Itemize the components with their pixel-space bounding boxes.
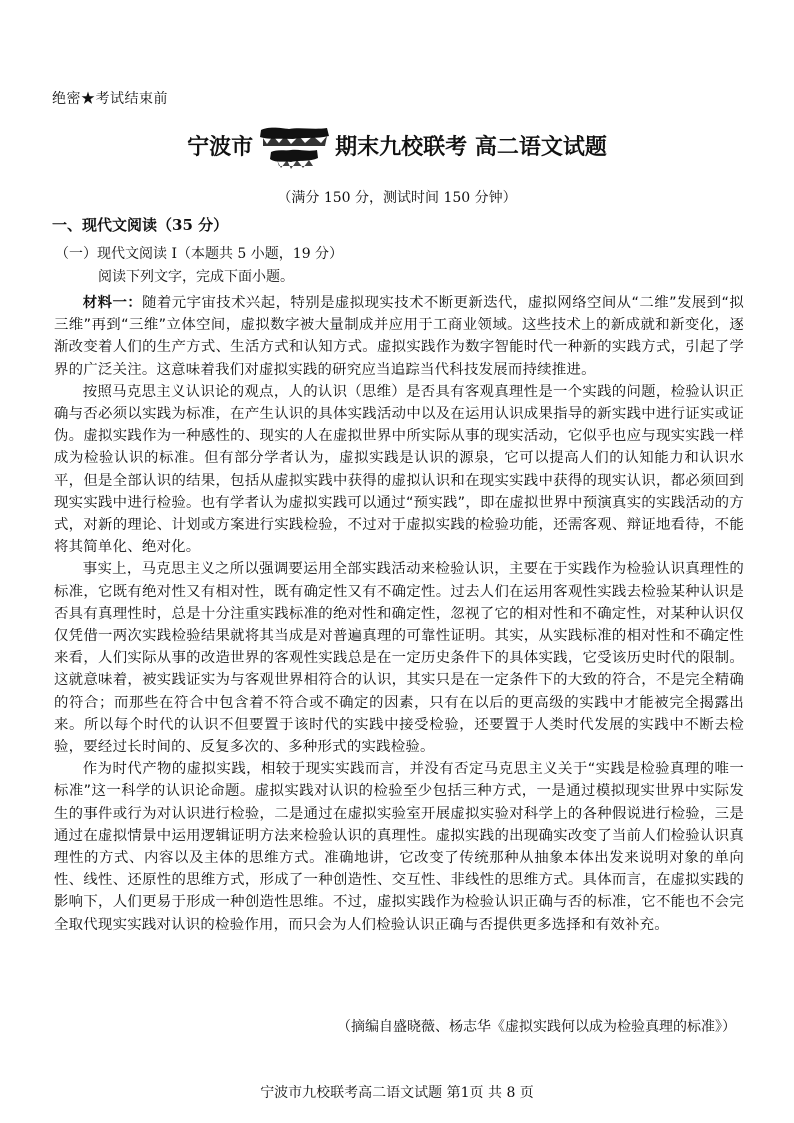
- exam-subtitle: （满分 150 分，测试时间 150 分钟）: [277, 190, 517, 206]
- section-heading: 一、现代文阅读（35 分）: [52, 216, 229, 234]
- redaction-mark: [255, 128, 333, 168]
- title-suffix: 期末九校联考 高二语文试题: [335, 134, 607, 160]
- material-source: （摘编自盛晓薇、杨志华《虚拟实践何以成为检验真理的标准》）: [337, 1019, 736, 1035]
- confidential-label: 绝密★考试结束前: [52, 91, 168, 107]
- material-paragraph-1: 材料一：随着元宇宙技术兴起，特别是虚拟现实技术不断更新迭代，虚拟网络空间从“二维”发展到“拟三维”再到“三维”立体空间，虚拟数字被大量制成并应用于工商业领域。这些技术上的新成就和新变化，逐渐改变着人们的生产方式、生活方式和认知方式。虚拟实践作为数字智能时代一种新的实践方式，引起了学界的广泛关注。这意味着我们对虚拟实践的研究应当追踪当代科技发展而持续推进。: [54, 295, 744, 378]
- material-paragraph-2: 按照马克思主义认识论的观点，人的认识（思维）是否具有客观真理性是一个实践的问题，检验认识正确与否必须以实践为标准，在产生认识的具体实践活动中以及在运用认识成果指导的新实践中进行证实或证伪。虚拟实践作为一种感性的、现实的人在虚拟世界中所实际从事的现实活动，它似乎也应与现实实践一样成为检验认识的标准。但有部分学者认为，虚拟实践是认识的源泉，它可以提高人们的认知能力和认识水平，但是全部认识的结果，包括从虚拟实践中获得的虚拟认识和在现实实践中获得的现实认识，都必须回到现实实践中进行检验。也有学者认为虚拟实践可以通过“预实践”，即在虚拟世界中预演真实的实践活动的方式，对新的理论、计划或方案进行实践检验，不过对于虚拟实践的检验功能，还需客观、辩证地看待，不能将其简单化、绝对化。: [54, 383, 744, 556]
- title-prefix: 宁波市: [187, 134, 254, 160]
- page-footer: 宁波市九校联考高二语文试题 第1页 共 8 页: [260, 1085, 534, 1101]
- reading-instruction: 阅读下列文字，完成下面小题。: [98, 269, 294, 285]
- subsection-heading: （一）现代文阅读 I（本题共 5 小题，19 分）: [55, 246, 344, 262]
- material-paragraph-3: 事实上，马克思主义之所以强调要运用全部实践活动来检验认识，主要在于实践作为检验认识真理性的标准，它既有绝对性又有相对性，既有确定性又有不确定性。过去人们在运用客观性实践去检验某种认识是否具有真理性时，总是十分注重实践标准的绝对性和确定性，忽视了它的相对性和不确定性，对某种认识仅仅凭借一两次实践检验结果就将其当成是对普遍真理的可靠性证明。其实，从实践标准的相对性和不确定性来看，人们实际从事的改造世界的客观性实践总是在一定历史条件下的具体实践，它受该历史时代的限制。这就意味着，被实践证实为与客观世界相符合的认识，其实只是在一定条件下的大致的符合，不是完全精确的符合；而那些在符合中包含着不符合或不确定的因素，只有在以后的更高级的实践中才能被完全揭露出来。所以每个时代的认识不但要置于该时代的实践中接受检验，还要置于人类时代发展的实践中不断去检验，要经过长时间的、反复多次的、多种形式的实践检验。: [54, 561, 744, 756]
- exam-title: [0, 128, 794, 168]
- material-paragraph-4: 作为时代产物的虚拟实践，相较于现实实践而言，并没有否定马克思主义关于“实践是检验真理的唯一标准”这一科学的认识论命题。虚拟实践对认识的检验至少包括三种方式，一是通过模拟现实世界中实际发生的事件或行为对认识进行检验，二是通过在虚拟实验室开展虚拟实验对科学上的各种假说进行检验，三是通过在虚拟情景中运用逻辑证明方法来检验认识的真理性。虚拟实践的出现确实改变了当前人们检验认识真理性的方式、内容以及主体的思维方式。准确地讲，它改变了传统那种从抽象本体出发来说明对象的单向性、线性、还原性的思维方式，形成了一种创造性、交互性、非线性的思维方式。具体而言，在虚拟实践的影响下，人们更易于形成一种创造性思维。不过，虚拟实践作为检验认识正确与否的标准，它不能也不会完全取代现实实践对认识的检验作用，而只会为人们检验认识正确与否提供更多选择和有效补充。: [54, 761, 744, 933]
- material-label: 材料一：: [82, 295, 143, 311]
- reading-material: [54, 292, 744, 936]
